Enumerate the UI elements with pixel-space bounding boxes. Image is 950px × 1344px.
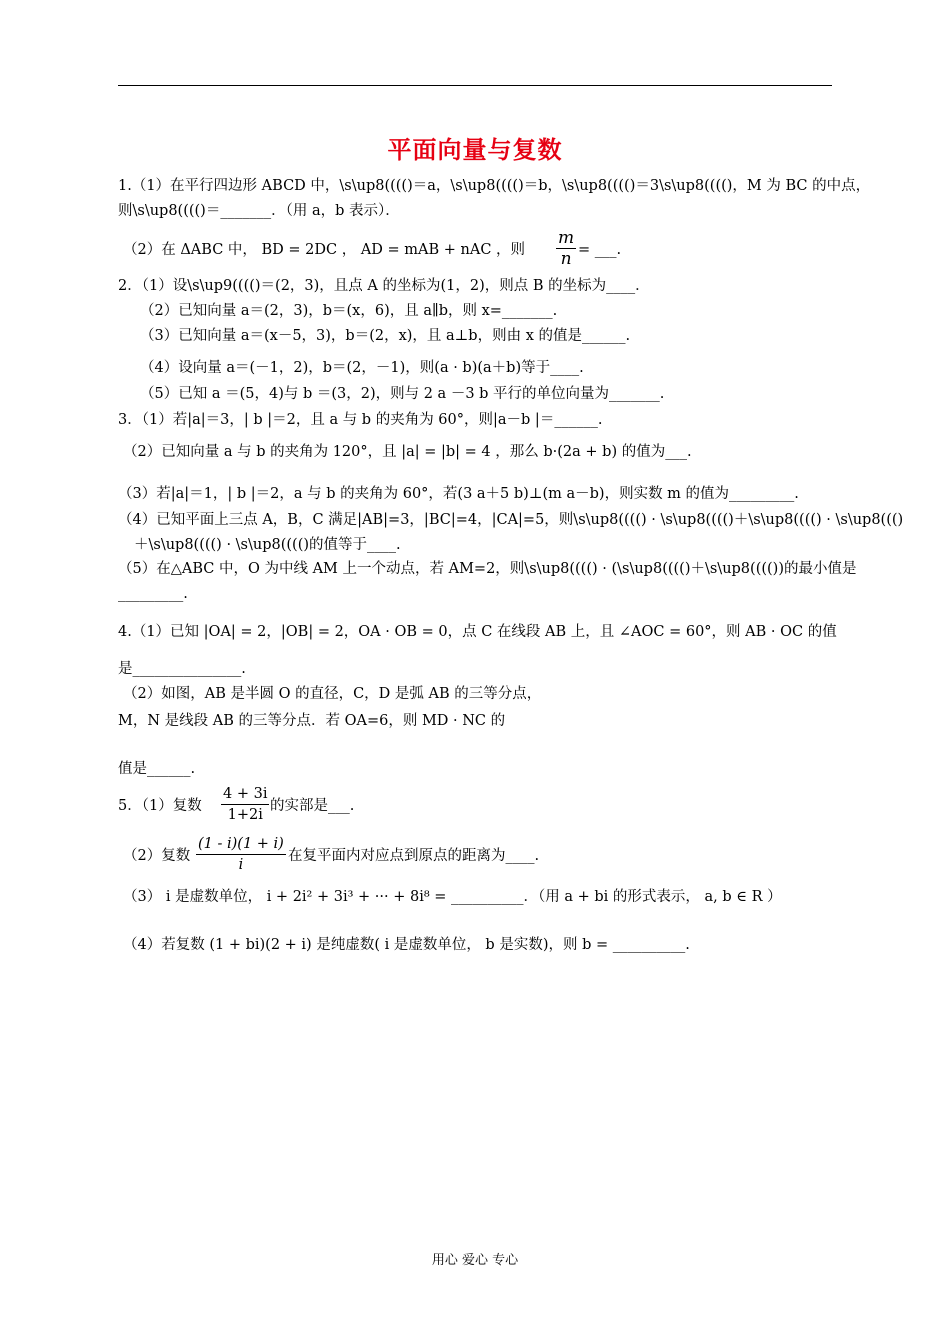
fraction-denominator: n [560, 249, 572, 269]
problem-line: 5．（1）复数 [118, 798, 202, 814]
problem-line: 是_______________. [118, 661, 246, 677]
fraction-numerator: (1 - i)(1 + i) [196, 834, 286, 855]
problem-line: 值是______. [118, 761, 196, 777]
problem-line: 3．（1）若|a|＝3，| b |＝2，且 a 与 b 的夹角为 60°，则|a－b |＝______. [118, 412, 603, 428]
fraction-m-over-n [553, 228, 579, 269]
problem-line: 2．（1）设\s\up9(((()＝(2，3)，且点 A 的坐标为(1，2)，则点 B 的坐标为____． [118, 278, 650, 294]
problem-line: _________. [118, 586, 188, 602]
problem-line: （3） i 是虚数单位， i + 2i² + 3i³ + ··· + 8i⁸ = __________．（用 a + bi 的形式表示， a, b ∈ R ） [123, 889, 782, 905]
fraction-complex-1 [218, 784, 272, 825]
problem-line: ＋\s\up8(((() · \s\up8(((()的值等于____. [134, 537, 401, 553]
fraction-denominator: 1+2i [227, 807, 263, 823]
problem-line: 的实部是___. [270, 798, 355, 814]
page-footer: 用心 爱心 专心 [431, 1253, 519, 1268]
problem-line: 1.（1）在平行四边形 ABCD 中，\s\up8(((()＝a，\s\up8(((()＝b，\s\up8(((()＝3\s\up8(((()，M 为 BC 的中点， [118, 178, 871, 194]
fraction-complex-2 [193, 834, 289, 875]
problem-line: = ___. [578, 242, 622, 258]
problem-line: （5）已知 a ＝(5，4)与 b ＝(3，2)，则与 2 a －3 b 平行的单位向量为_______. [140, 386, 665, 402]
problem-line: （2）复数 [123, 848, 191, 864]
problem-line: 则\s\up8(((()＝_______．（用 a，b 表示）． [118, 203, 400, 219]
problem-line: （2）已知向量 a 与 b 的夹角为 120°，且 |a| = |b| = 4 ，那么 b·(2a + b) 的值为___. [123, 444, 692, 460]
fraction-numerator: m [558, 228, 575, 248]
problem-line: （5）在△ABC 中，O 为中线 AM 上一个动点，若 AM=2，则\s\up8(((() · (\s\up8(((()＋\s\up8(((())的最小值是 [118, 561, 857, 577]
page-title: 平面向量与复数 [387, 135, 563, 164]
problem-line: （3）若|a|＝1，| b |＝2，a 与 b 的夹角为 60°，若(3 a＋5 b)⊥(m a－b)，则实数 m 的值为_________. [118, 486, 799, 502]
fraction-denominator: i [238, 857, 244, 873]
problem-line: M，N 是线段 AB 的三等分点．若 OA=6，则 MD · NC 的 [118, 713, 506, 729]
problem-line: （4）设向量 a＝(－1，2)，b＝(2，－1)，则(a · b)(a＋b)等于____. [140, 360, 584, 376]
problem-line: 在复平面内对应点到原点的距离为____. [288, 848, 540, 864]
problem-line: （2）在 ΔABC 中， BD = 2DC ， AD = mAB + nAC ，则 [123, 242, 526, 258]
problem-line: （4）已知平面上三点 A，B，C 满足|AB|=3，|BC|=4，|CA|=5，则\s\up8(((() · \s\up8(((()＋\s\up8(((() · \s\up8((() [118, 512, 904, 528]
problem-line: 4.（1）已知 |OA| = 2，|OB| = 2，OA · OB = 0，点 C 在线段 AB 上，且 ∠AOC = 60°，则 AB · OC 的值 [118, 624, 837, 640]
header-rule [118, 85, 832, 86]
problem-line: （2）如图，AB 是半圆 O 的直径，C，D 是弧 AB 的三等分点， [123, 686, 542, 702]
problem-line: （3）已知向量 a＝(x－5，3)，b＝(2，x)，且 a⊥b，则由 x 的值是______. [140, 328, 631, 344]
problem-line: （4）若复数 (1 + bi)(2 + i) 是纯虚数( i 是虚数单位， b 是实数)，则 b = __________. [123, 937, 690, 953]
problem-line: （2）已知向量 a＝(2，3)，b＝(x，6)，且 a∥b，则 x=_______. [140, 303, 558, 319]
fraction-numerator: 4 + 3i [221, 784, 269, 805]
